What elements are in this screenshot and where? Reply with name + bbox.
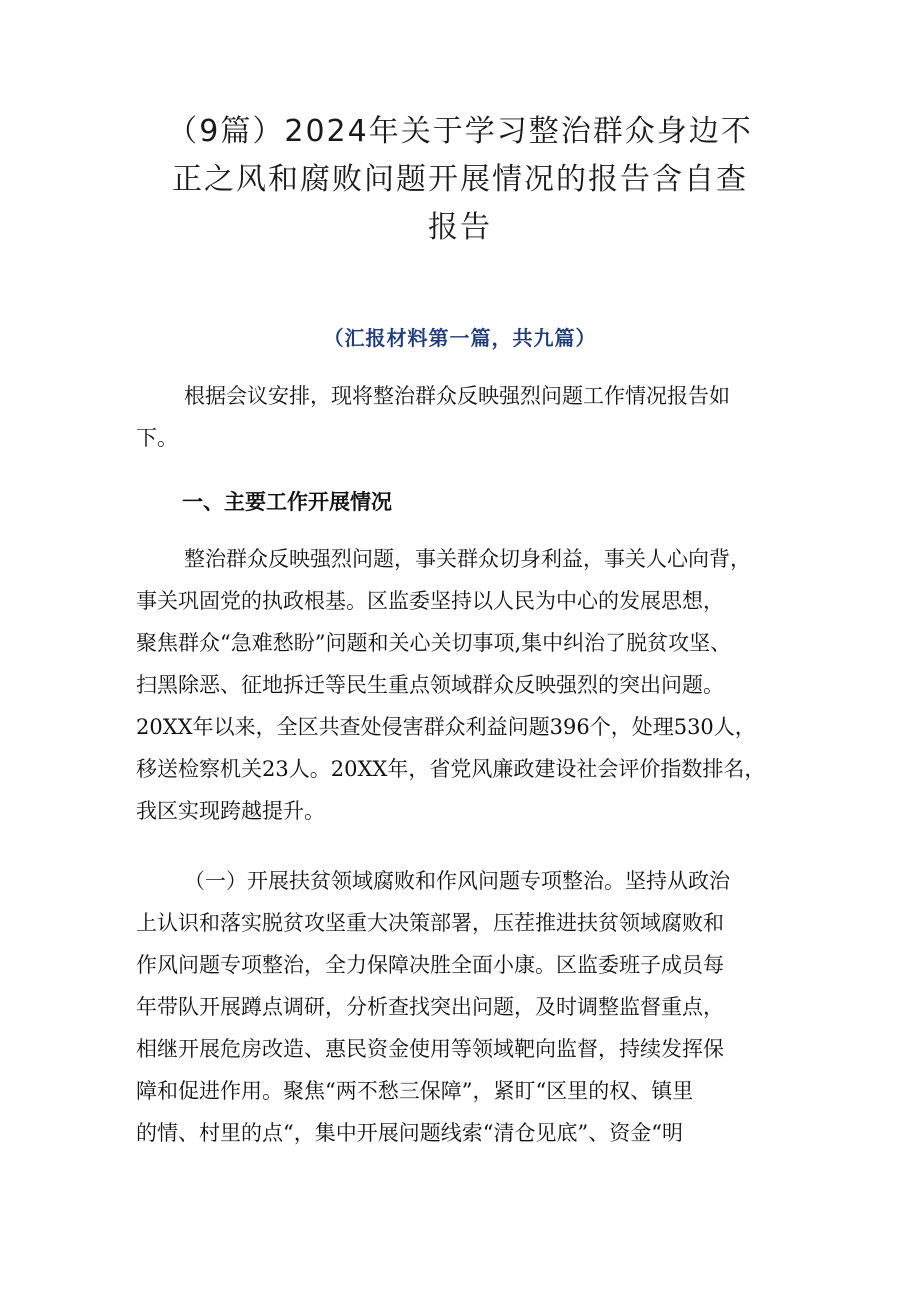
document-title [120, 108, 800, 252]
paragraph-2 [136, 860, 800, 1154]
paragraph-2-line-1: （一）开展扶贫领域腐败和作风问题专项整治。坚持从政治 [184, 869, 730, 893]
paragraph-1-line-7: 我区实现跨越提升。 [136, 799, 325, 823]
paragraph-2-line-4: 年带队开展蹲点调研，分析查找突出问题，及时调整监督重点， [136, 995, 724, 1019]
intro-line-2: 下。 [136, 426, 178, 450]
paragraph-1-line-2: 事关巩固党的执政根基。区监委坚持以人民为中心的发展思想， [136, 589, 724, 613]
intro-paragraph [136, 375, 800, 459]
paragraph-2-line-3: 作风问题专项整治，全力保障决胜全面小康。区监委班子成员每 [136, 953, 724, 977]
paragraph-1-line-6: 移送检察机关23人。20XX年，省党风廉政建设社会评价指数排名， [136, 757, 766, 781]
title-line-1: （9篇）2024年关于学习整治群众身边不 [167, 114, 753, 149]
paragraph-1 [136, 538, 800, 832]
document-subtitle: （汇报材料第一篇，共九篇） [323, 326, 597, 350]
paragraph-1-line-5: 20XX年以来，全区共查处侵害群众利益问题396个，处理530人， [136, 715, 756, 739]
title-line-2: 正之风和腐败问题开展情况的报告含自查 [172, 162, 748, 197]
section-heading: 一、主要工作开展情况 [182, 490, 392, 514]
title-line-3: 报告 [428, 210, 492, 245]
paragraph-2-line-5: 相继开展危房改造、惠民资金使用等领域靶向监督，持续发挥保 [136, 1037, 724, 1061]
intro-line-1: 根据会议安排，现将整治群众反映强烈问题工作情况报告如 [184, 384, 730, 408]
paragraph-1-line-4: 扫黑除恶、征地拆迁等民生重点领域群众反映强烈的突出问题。 [136, 673, 724, 697]
paragraph-2-line-2: 上认识和落实脱贫攻坚重大决策部署，压茬推进扶贫领域腐败和 [136, 911, 724, 935]
paragraph-2-line-7: 的情、村里的点“，集中开展问题线索“清仓见底”、资金“明 [136, 1121, 683, 1145]
paragraph-2-line-6: 障和促进作用。聚焦“两不愁三保障”，紧盯“区里的权、镇里 [136, 1079, 694, 1103]
paragraph-1-line-3: 聚焦群众“急难愁盼”问题和关心关切事项,集中纠治了脱贫攻坚、 [136, 631, 732, 655]
paragraph-1-line-1: 整治群众反映强烈问题，事关群众切身利益，事关人心向背， [184, 547, 751, 571]
